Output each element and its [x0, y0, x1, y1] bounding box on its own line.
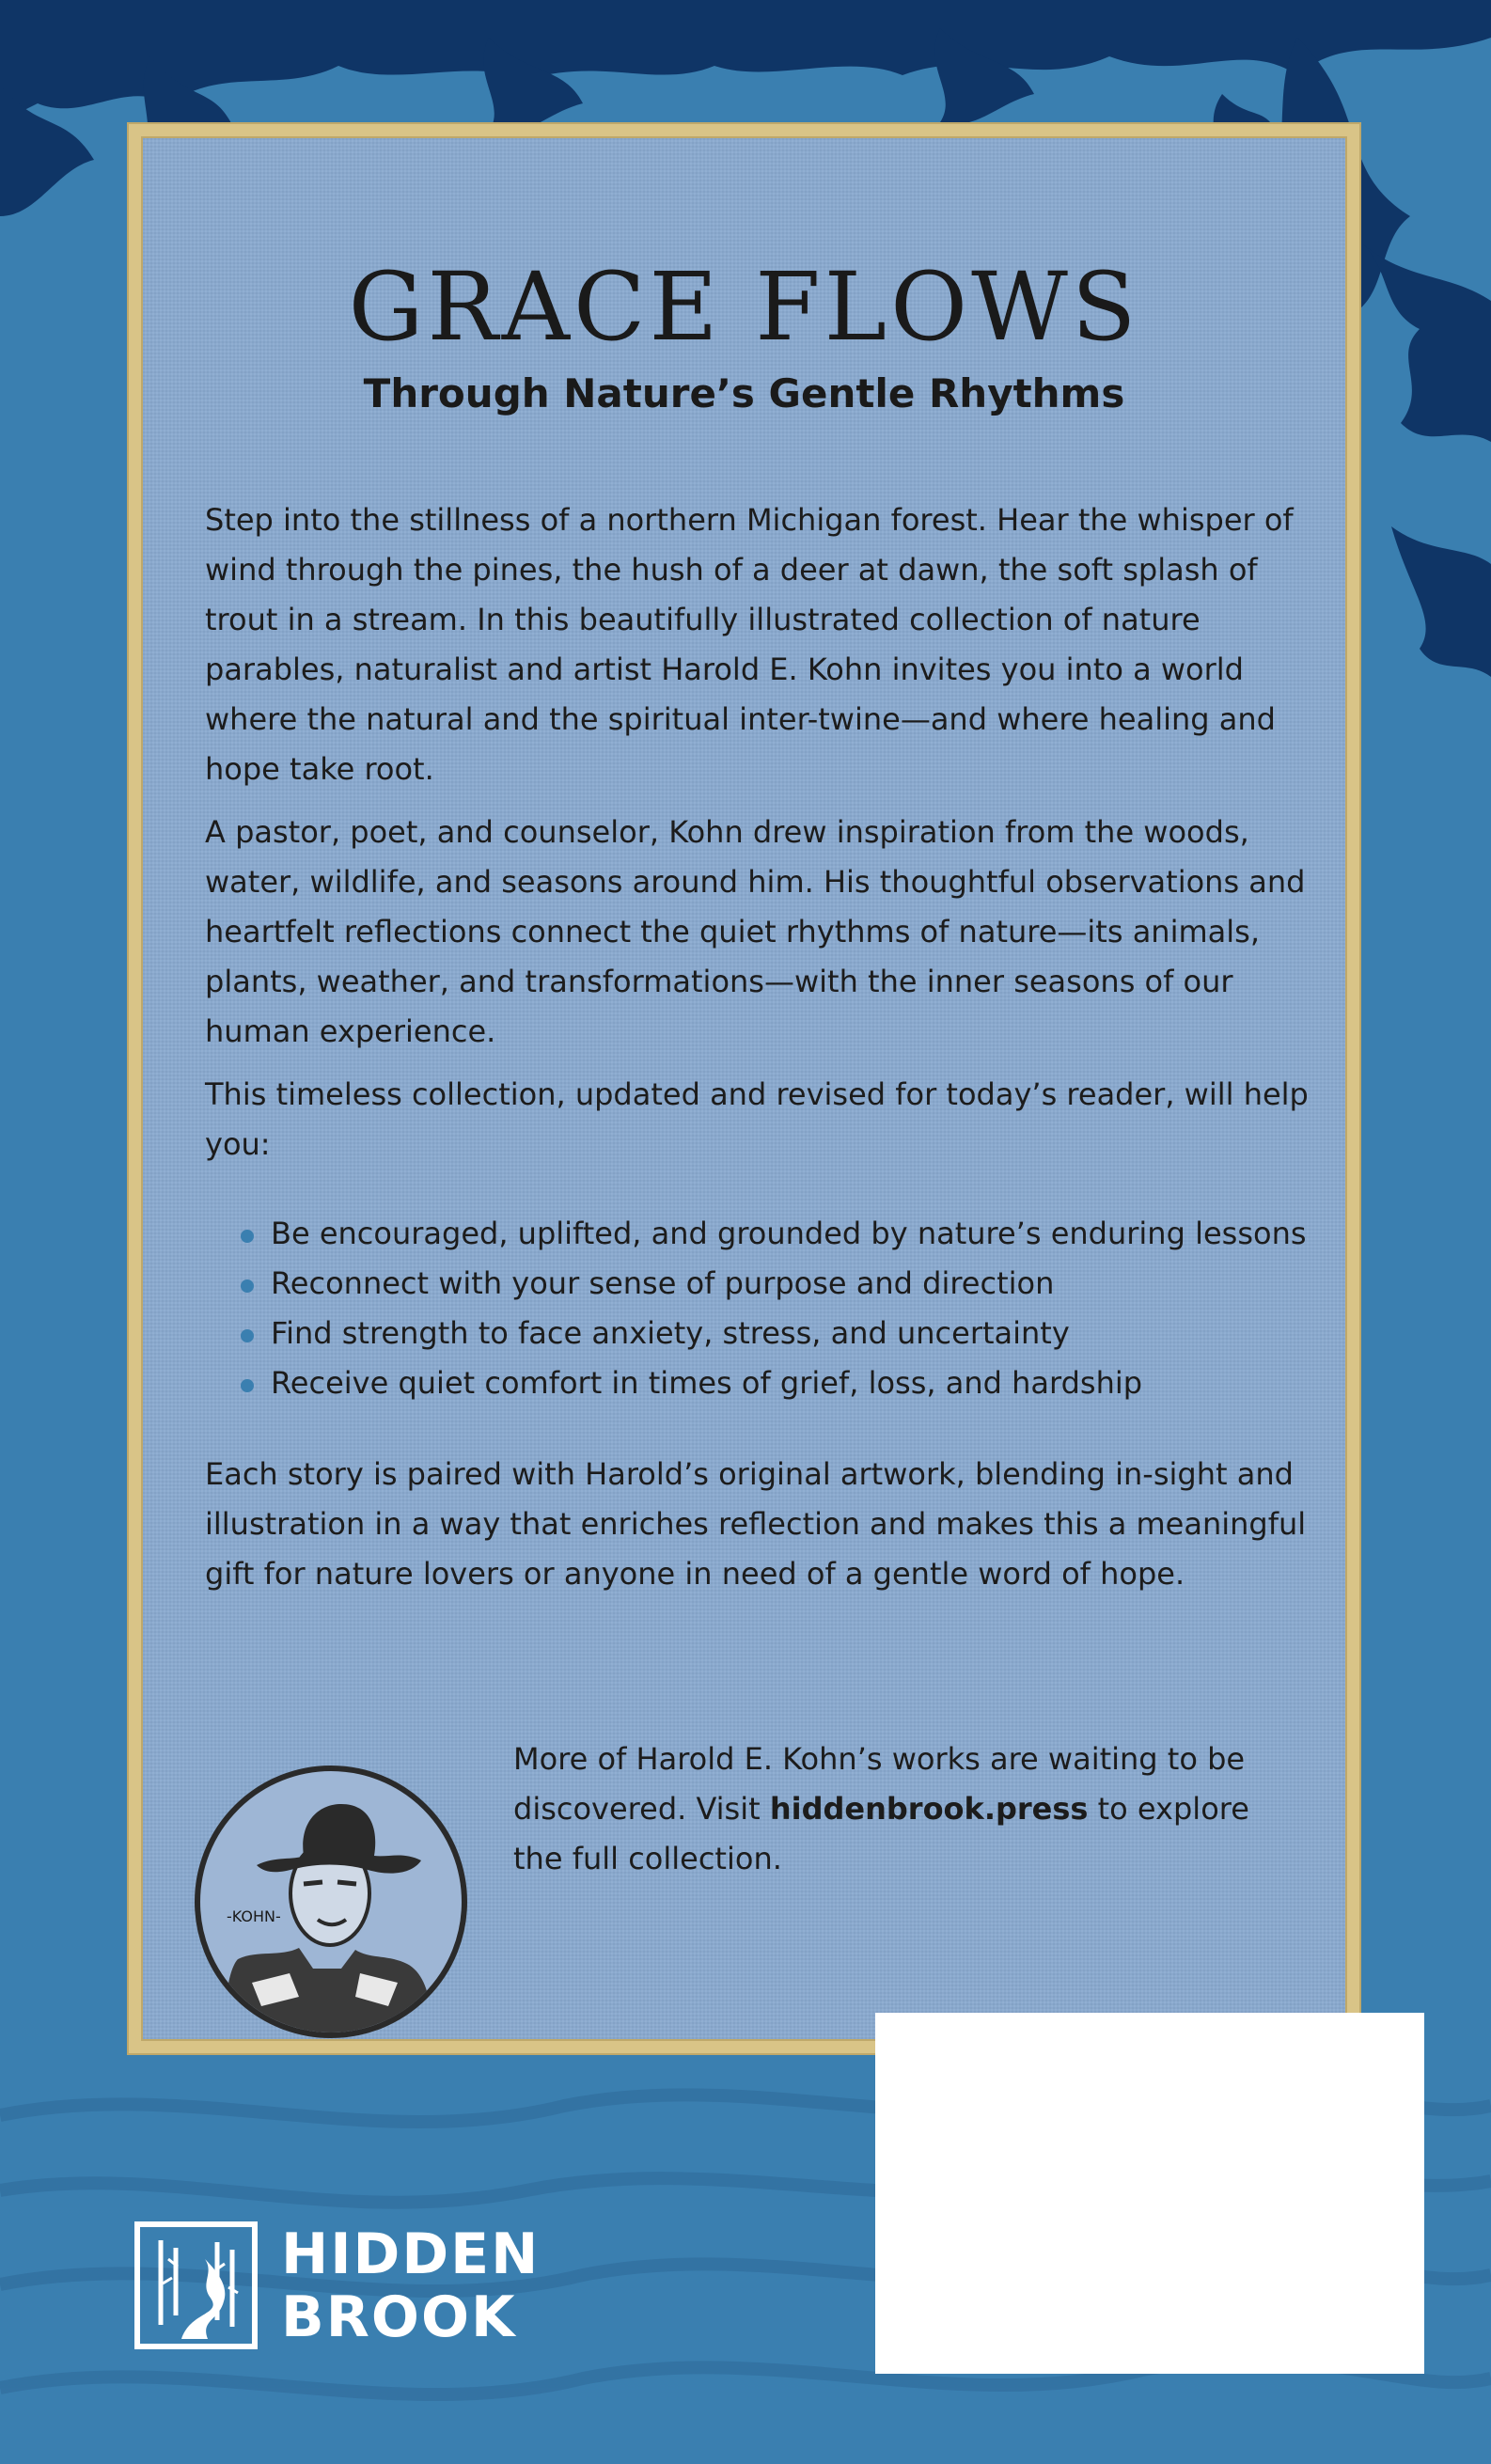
closing-paragraph: Each story is paired with Harold’s original artwork, blending in-sight and illustration in a way that enriches reflection and makes this a meaningful gift for nature lovers or anyone in need of a gentle word of hope. [205, 1456, 1307, 1592]
text-panel [129, 124, 1359, 2053]
author-portrait-icon [200, 1771, 462, 2032]
barcode-area [875, 2013, 1424, 2374]
publisher-name-line-2: BROOK [281, 2284, 517, 2350]
benefits-list [241, 1209, 1324, 1408]
more-works-text: More of Harold E. Kohn’s works are waiting to be discovered. Visit [513, 1741, 1246, 1827]
publisher-name-line-1: HIDDEN [281, 2221, 541, 2287]
benefit-item: Be encouraged, uplifted, and grounded by nature’s enduring lessons [241, 1209, 1324, 1259]
website-link[interactable]: hiddenbrook.press [769, 1791, 1089, 1827]
book-title: GRACE FLOWS [348, 252, 1140, 362]
portrait-signature: -KOHN- [227, 1907, 281, 1925]
publisher-logo [134, 2221, 586, 2353]
description-paragraph-2: A pastor, poet, and counselor, Kohn drew inspiration from the woods, water, wildlife, and seasons around him. His thoughtful observations and heartfelt reflections connect the quiet rhythms of nature—its animals, plants, weather, and transformations—with the inner seasons of our human experience. [205, 814, 1306, 1049]
book-subtitle: Through Nature’s Gentle Rhythms [363, 370, 1125, 416]
benefit-item: Reconnect with your sense of purpose and direction [241, 1259, 1324, 1309]
description-body [205, 495, 1324, 1612]
more-works-text-end: to explore the full collection. [513, 1791, 1249, 1876]
hidden-brook-logo-icon [134, 2221, 258, 2349]
description-paragraph-3: This timeless collection, updated and revised for today’s reader, will help you: [205, 1076, 1309, 1162]
author-portrait-medallion [195, 1766, 467, 2038]
more-works-note [513, 1734, 1284, 1884]
benefit-item: Receive quiet comfort in times of grief, loss, and hardship [241, 1358, 1324, 1408]
publisher-name [281, 2223, 540, 2349]
benefit-item: Find strength to face anxiety, stress, and uncertainty [241, 1309, 1324, 1358]
description-paragraph-1: Step into the stillness of a northern Michigan forest. Hear the whisper of wind through the pines, the hush of a deer at dawn, the soft splash of trout in a stream. In this beautifully illustrated collection of nature parables, naturalist and artist Harold E. Kohn invites you into a world where the natural and the spiritual inter-twine—and where healing and hope take root. [205, 502, 1294, 787]
